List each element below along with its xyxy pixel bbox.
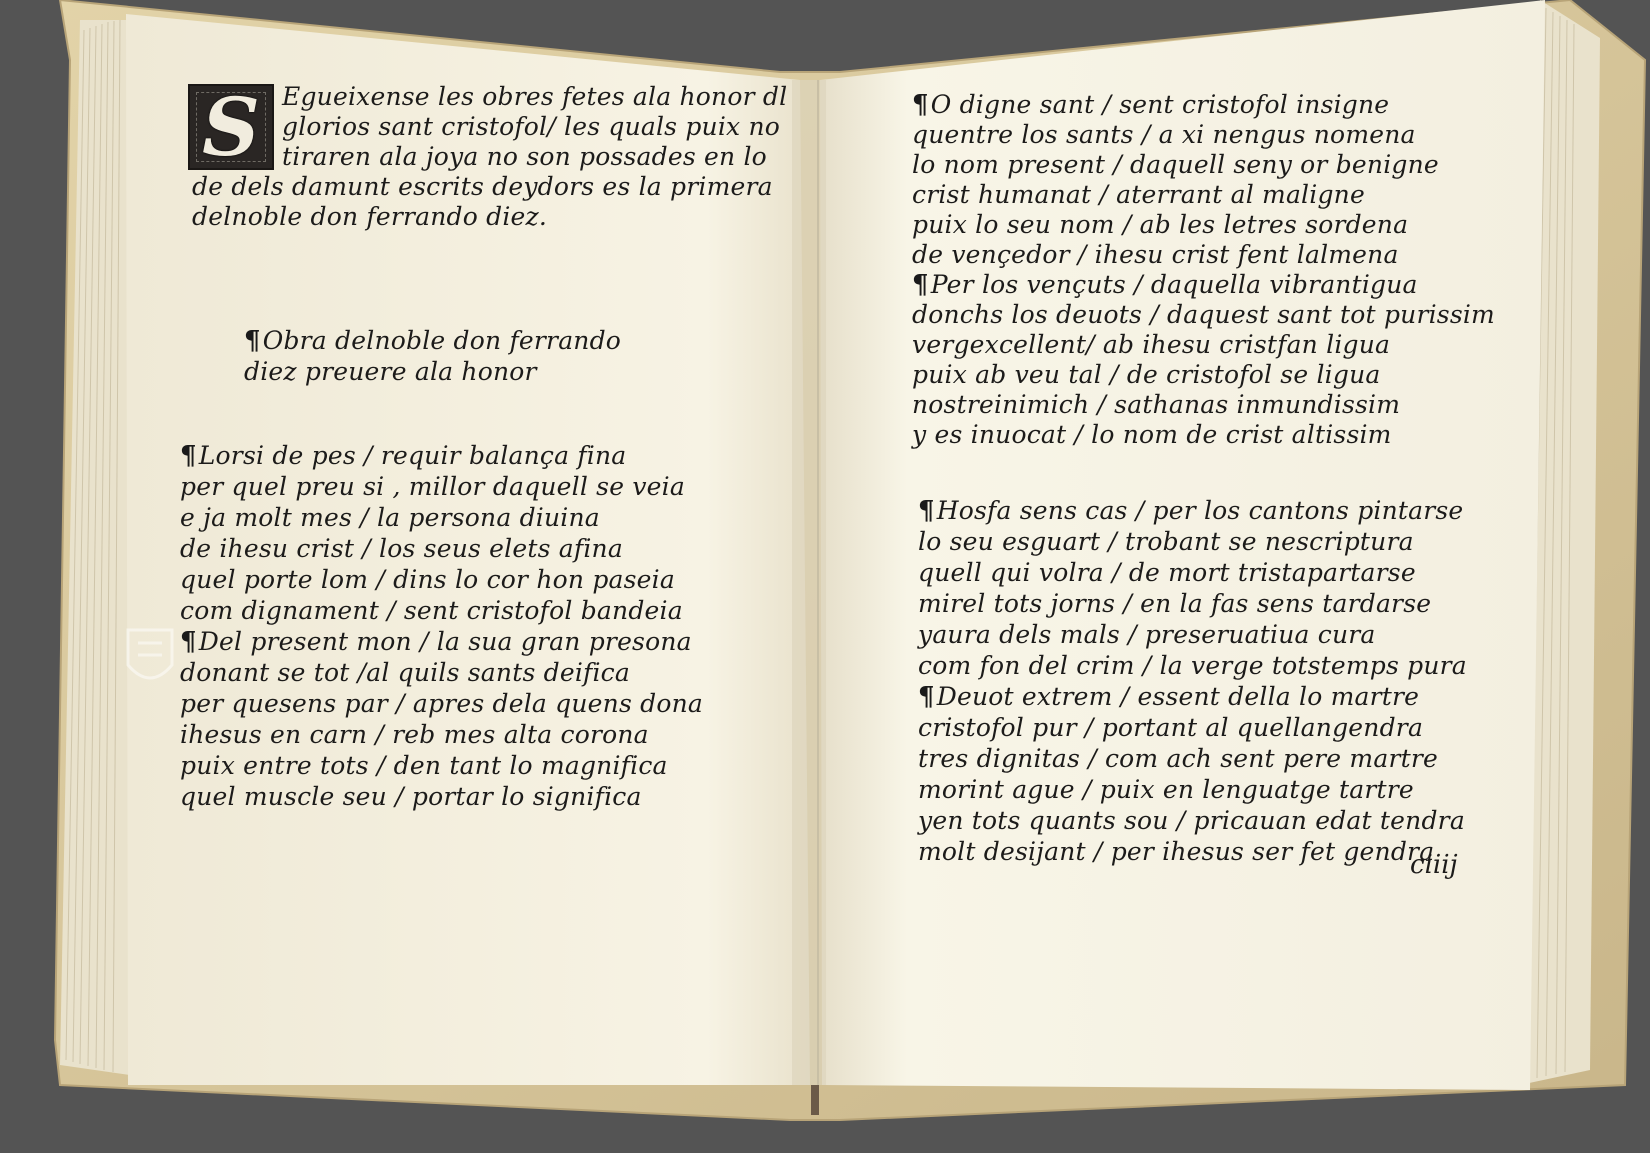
verse-line: crist humanat / aterrant al maligne bbox=[912, 180, 1365, 209]
verse-line: puix lo seu nom / ab les letres sordena bbox=[912, 210, 1409, 239]
paragraph-mark-icon: ¶ bbox=[912, 90, 929, 120]
verse-line: ¶Lorsi de pes / requir balança fina bbox=[180, 441, 627, 471]
left-heading-cont bbox=[192, 172, 773, 232]
verse-line: nostreinimich / sathanas inmundissim bbox=[912, 390, 1401, 419]
verse-line: quel porte lom / dins lo cor hon paseia bbox=[180, 565, 675, 594]
verse-line: lo seu esguart / trobant se nescriptura bbox=[918, 527, 1414, 556]
paragraph-mark-icon: ¶ bbox=[918, 496, 935, 526]
verse-line: donchs los deuots / daquest sant tot purissim bbox=[912, 300, 1495, 329]
verse-line: per quel preu si , millor daquell se veia bbox=[180, 472, 685, 501]
verse-line: ¶Per los vençuts / daquella vibrantigua bbox=[912, 270, 1418, 300]
verse-line: puix entre tots / den tant lo magnifica bbox=[180, 751, 668, 780]
right-verses-top bbox=[912, 90, 1495, 450]
verse-line: yen tots quants sou / pricauan edat tendra bbox=[918, 806, 1465, 835]
verse-line: ¶Del present mon / la sua gran presona bbox=[180, 627, 692, 657]
verse-line: com dignament / sent cristofol bandeia bbox=[180, 596, 683, 625]
verse-line: tres dignitas / com ach sent pere martre bbox=[918, 744, 1438, 773]
verse-line: y es inuocat / lo nom de crist altissim bbox=[912, 420, 1392, 449]
folio-number: ciiij bbox=[1410, 850, 1458, 880]
initial-letter: S bbox=[202, 80, 260, 174]
verse-line: molt desijant / per ihesus ser fet gendra bbox=[918, 837, 1435, 866]
heading-line: glorios sant cristofol/ les quals puix no bbox=[282, 112, 781, 141]
heading-line: Egueixense les obres fetes ala honor dl bbox=[282, 82, 788, 111]
verse-line: quel muscle seu / portar lo significa bbox=[180, 782, 642, 811]
verse-line: e ja molt mes / la persona diuina bbox=[180, 503, 600, 532]
paragraph-mark-icon: ¶ bbox=[180, 441, 197, 471]
publisher-watermark-logo bbox=[120, 625, 180, 695]
verse-line: com fon del crim / la verge totstemps pura bbox=[918, 651, 1467, 680]
gutter-shadow bbox=[792, 80, 826, 1085]
verse-line: yaura dels mals / preseruatiua cura bbox=[918, 620, 1376, 649]
verse-line: donant se tot /al quils sants deifica bbox=[180, 658, 630, 687]
right-verses-bottom bbox=[918, 495, 1467, 867]
verse-line: de ihesu crist / los seus elets afina bbox=[180, 534, 623, 563]
verse-line: ¶Hosfa sens cas / per los cantons pintarse bbox=[918, 496, 1464, 526]
verse-line: mirel tots jorns / en la fas sens tardarse bbox=[918, 589, 1432, 618]
heading-line: delnoble don ferrando diez. bbox=[192, 202, 548, 231]
verse-line: per quesens par / apres dela quens dona bbox=[180, 689, 703, 718]
left-subtitle bbox=[244, 325, 621, 387]
paragraph-mark-icon: ¶ bbox=[180, 627, 197, 657]
heading-line: tiraren ala joya no son possades en lo bbox=[282, 142, 767, 171]
verse-line: quentre los sants / a xi nengus nomena bbox=[912, 120, 1416, 149]
subtitle-line: diez preuere ala honor bbox=[244, 357, 537, 386]
left-verses bbox=[180, 440, 703, 812]
bookmark-ribbon bbox=[811, 1085, 819, 1115]
verse-line: morint ague / puix en lenguatge tartre bbox=[918, 775, 1414, 804]
verse-line: ¶Deuot extrem / essent della lo martre bbox=[918, 682, 1420, 712]
verse-line: vergexcellent/ ab ihesu cristfan ligua bbox=[912, 330, 1391, 359]
verse-line: ¶O digne sant / sent cristofol insigne bbox=[912, 90, 1390, 120]
left-heading bbox=[282, 82, 787, 172]
decorated-initial bbox=[188, 80, 274, 174]
verse-line: ihesus en carn / reb mes alta corona bbox=[180, 720, 649, 749]
heading-line: de dels damunt escrits deydors es la primera bbox=[192, 172, 773, 201]
paragraph-mark-icon: ¶ bbox=[244, 326, 261, 356]
paragraph-mark-icon: ¶ bbox=[912, 270, 929, 300]
paragraph-mark-icon: ¶ bbox=[918, 682, 935, 712]
verse-line: cristofol pur / portant al quellangendra bbox=[918, 713, 1424, 742]
verse-line: puix ab veu tal / de cristofol se ligua bbox=[912, 360, 1381, 389]
verse-line: quell qui volra / de mort tristapartarse bbox=[918, 558, 1416, 587]
verse-line: de vençedor / ihesu crist fent lalmena bbox=[912, 240, 1399, 269]
verse-line: lo nom present / daquell seny or benigne bbox=[912, 150, 1439, 179]
subtitle-line: ¶Obra delnoble don ferrando bbox=[244, 326, 622, 356]
